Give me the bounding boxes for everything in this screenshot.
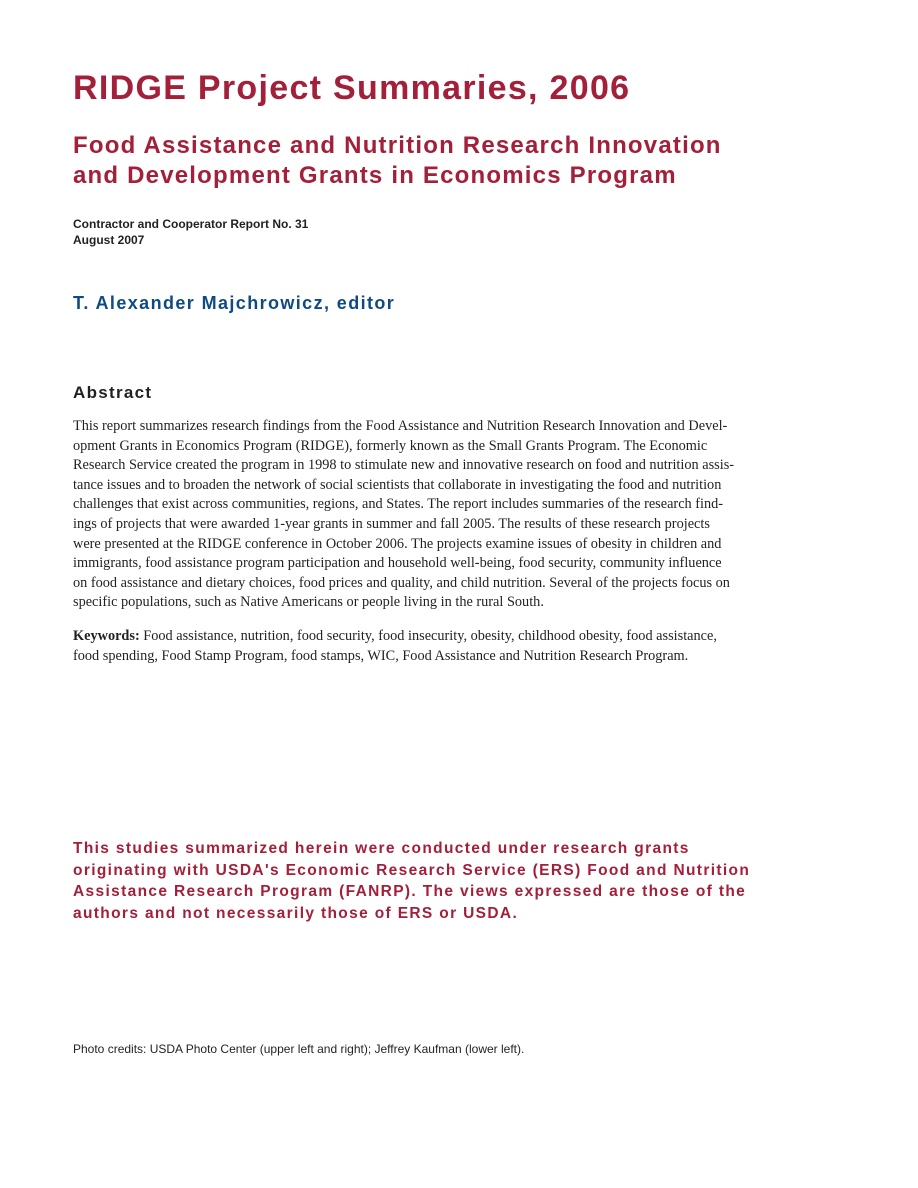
- disclaimer-text: [73, 838, 873, 924]
- abstract-line: opment Grants in Economics Program (RIDGE), formerly known as the Small Grants Program. The Economic: [73, 437, 708, 454]
- keywords-paragraph: [73, 627, 853, 666]
- abstract-line: specific populations, such as Native Americans or people living in the rural South.: [73, 594, 544, 611]
- abstract-heading: Abstract: [73, 383, 153, 402]
- report-number: Contractor and Cooperator Report No. 31: [73, 217, 309, 231]
- abstract-line: Research Service created the program in 1998 to stimulate new and innovative research on food and nutrition assis-: [73, 457, 735, 474]
- disclaimer-line: Assistance Research Program (FANRP). The views expressed are those of the: [73, 883, 747, 901]
- abstract-line: ings of projects that were awarded 1-year grants in summer and fall 2005. The results of these research projects: [73, 515, 710, 532]
- abstract-line: This report summarizes research findings from the Food Assistance and Nutrition Research Innovation and Devel-: [73, 418, 728, 434]
- keywords-line: food spending, Food Stamp Program, food stamps, WIC, Food Assistance and Nutrition Research Program.: [73, 647, 689, 664]
- abstract-line: immigrants, food assistance program participation and household well-being, food security, community influence: [73, 555, 722, 572]
- abstract-line: were presented at the RIDGE conference in October 2006. The projects examine issues of obesity in children and: [73, 535, 722, 552]
- report-date: August 2007: [73, 233, 145, 247]
- abstract-line: tance issues and to broaden the network of social scientists that collaborate in investigating the food and nutrition: [73, 476, 722, 493]
- disclaimer-line: This studies summarized herein were conducted under research grants: [73, 840, 690, 857]
- disclaimer-line: originating with USDA's Economic Research Service (ERS) Food and Nutrition: [73, 861, 751, 879]
- abstract-line: on food assistance and dietary choices, food prices and quality, and child nutrition. Several of the projects focus on: [73, 574, 730, 591]
- report-subtitle: [73, 131, 873, 191]
- subtitle-line: and Development Grants in Economics Program: [73, 162, 677, 189]
- disclaimer-line: authors and not necessarily those of ERS or USDA.: [73, 904, 519, 922]
- abstract-line: challenges that exist across communities, regions, and States. The report includes summaries of the research find-: [73, 496, 724, 513]
- keywords-line: [73, 627, 853, 647]
- abstract-text: [73, 417, 853, 613]
- report-title: RIDGE Project Summaries, 2006: [73, 69, 631, 107]
- report-meta: [73, 216, 308, 248]
- editor-credit: T. Alexander Majchrowicz, editor: [73, 293, 396, 313]
- keywords-text: Food assistance, nutrition, food security, food insecurity, obesity, childhood obesity, food assistance,: [139, 628, 717, 644]
- photo-credits: Photo credits: USDA Photo Center (upper left and right); Jeffrey Kaufman (lower left).: [73, 1042, 525, 1056]
- keywords-label: Keywords:: [73, 628, 140, 644]
- subtitle-line: Food Assistance and Nutrition Research Innovation: [73, 132, 722, 159]
